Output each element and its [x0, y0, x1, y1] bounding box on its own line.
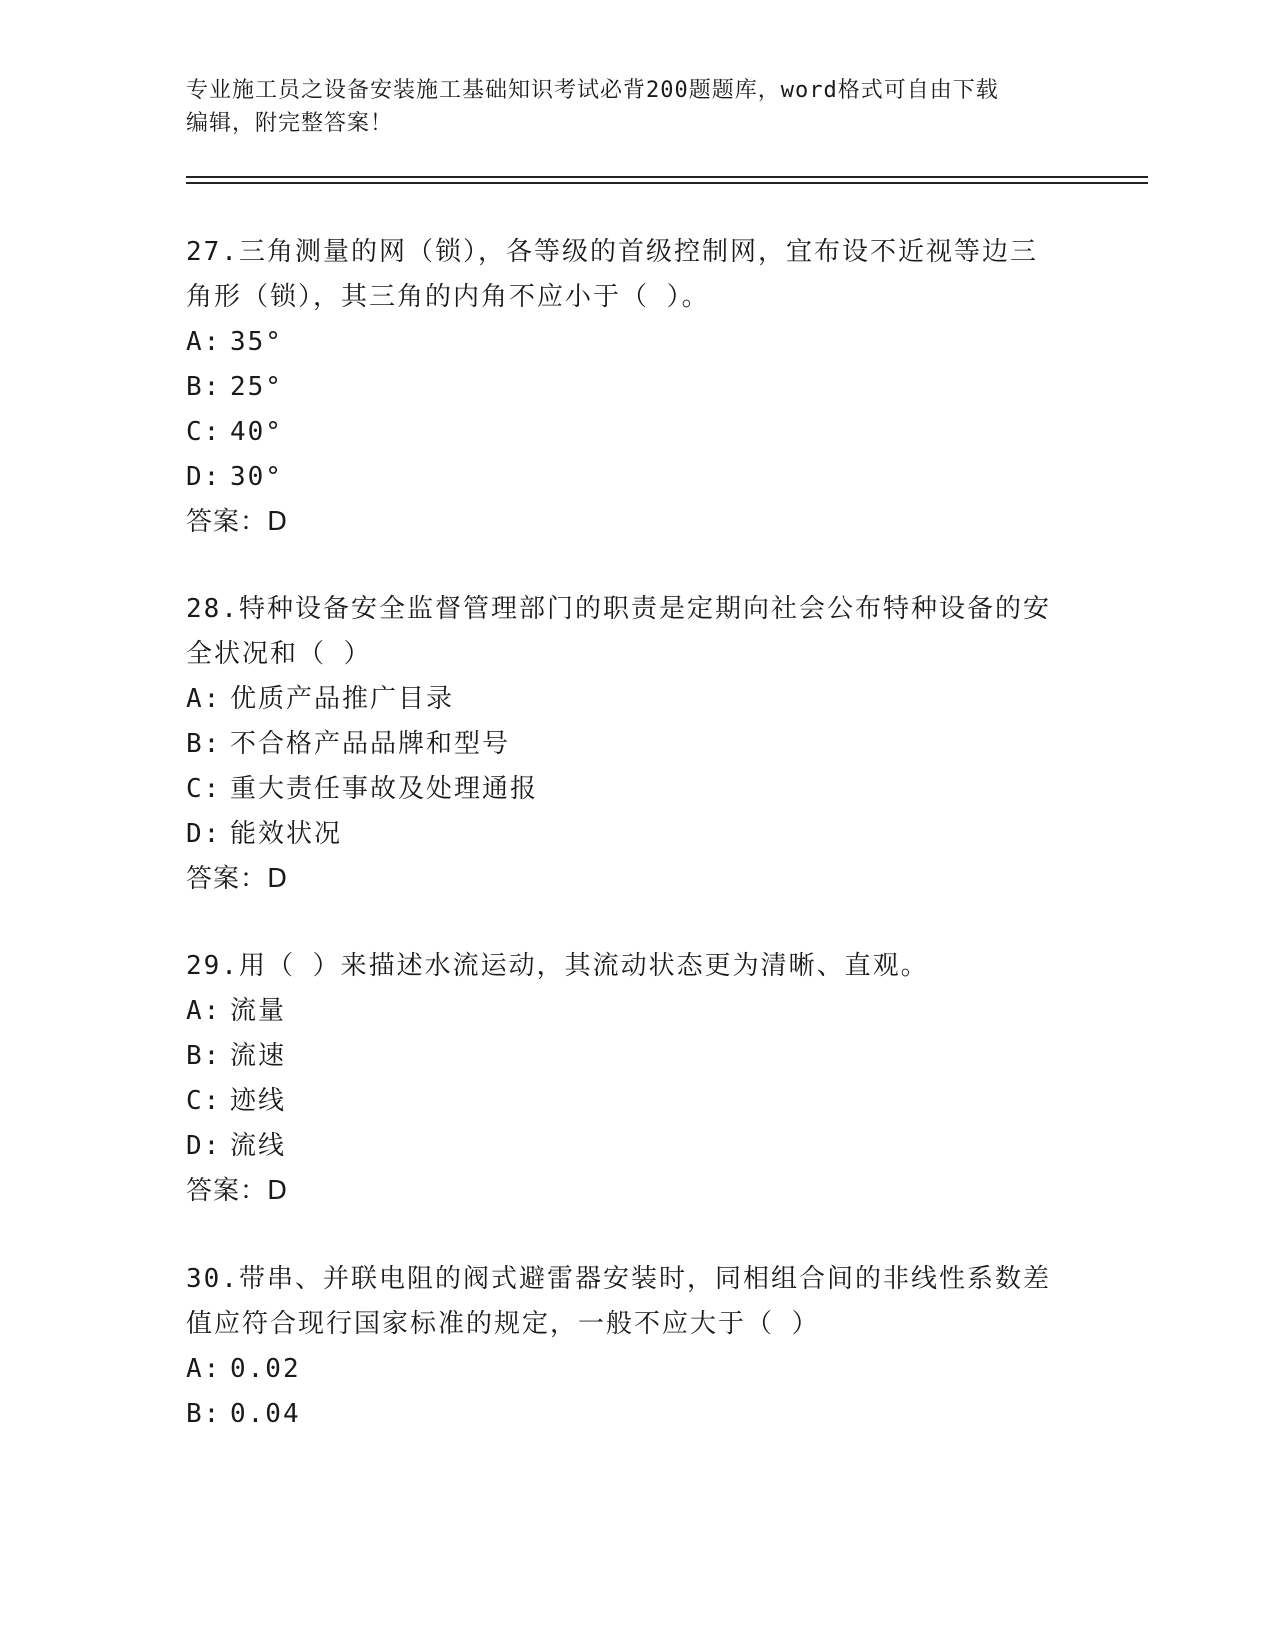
- option-d: D: 能效状况: [186, 819, 343, 849]
- question-text-line-2: 值应符合现行国家标准的规定，一般不应大于（ ）: [186, 1309, 820, 1339]
- answer: 答案：D: [186, 507, 289, 537]
- option-a: A: 优质产品推广目录: [186, 684, 455, 714]
- question-text-line-2: 全状况和（ ）: [186, 639, 372, 669]
- option-d: D: 流线: [186, 1131, 287, 1161]
- option-b: B: 25°: [186, 372, 283, 402]
- option-c: C: 重大责任事故及处理通报: [186, 774, 539, 804]
- question-30: [186, 1257, 1086, 1437]
- header-divider-bottom: [186, 182, 1148, 184]
- header-line-2: 编辑，附完整答案！: [186, 111, 394, 136]
- answer: 答案：D: [186, 1176, 289, 1206]
- option-b: B: 流速: [186, 1041, 287, 1071]
- question-text-line-1: 29.用（ ）来描述水流运动，其流动状态更为清晰、直观。: [186, 951, 929, 981]
- option-b: B: 不合格产品品牌和型号: [186, 729, 511, 759]
- question-text-line-1: 30.带串、并联电阻的阀式避雷器安装时，同相组合间的非线性系数差: [186, 1264, 1051, 1294]
- option-d: D: 30°: [186, 462, 283, 492]
- question-28: [186, 587, 1086, 902]
- option-a: A: 35°: [186, 327, 283, 357]
- option-b: B: 0.04: [186, 1399, 301, 1429]
- option-c: C: 40°: [186, 417, 283, 447]
- option-a: A: 流量: [186, 996, 287, 1026]
- question-text-line-1: 27.三角测量的网（锁），各等级的首级控制网，宜布设不近视等边三: [186, 237, 1038, 267]
- question-27: [186, 230, 1086, 545]
- header-divider-top: [186, 176, 1148, 178]
- question-29: [186, 944, 1086, 1214]
- question-text-line-2: 角形（锁），其三角的内角不应小于（ ）。: [186, 282, 710, 312]
- question-text-line-1: 28.特种设备安全监督管理部门的职责是定期向社会公布特种设备的安: [186, 594, 1051, 624]
- option-a: A: 0.02: [186, 1354, 301, 1384]
- document-header: [186, 74, 1086, 140]
- header-line-1: 专业施工员之设备安装施工基础知识考试必背200题题库，word格式可自由下载: [186, 78, 999, 103]
- answer: 答案：D: [186, 864, 289, 894]
- option-c: C: 迹线: [186, 1086, 287, 1116]
